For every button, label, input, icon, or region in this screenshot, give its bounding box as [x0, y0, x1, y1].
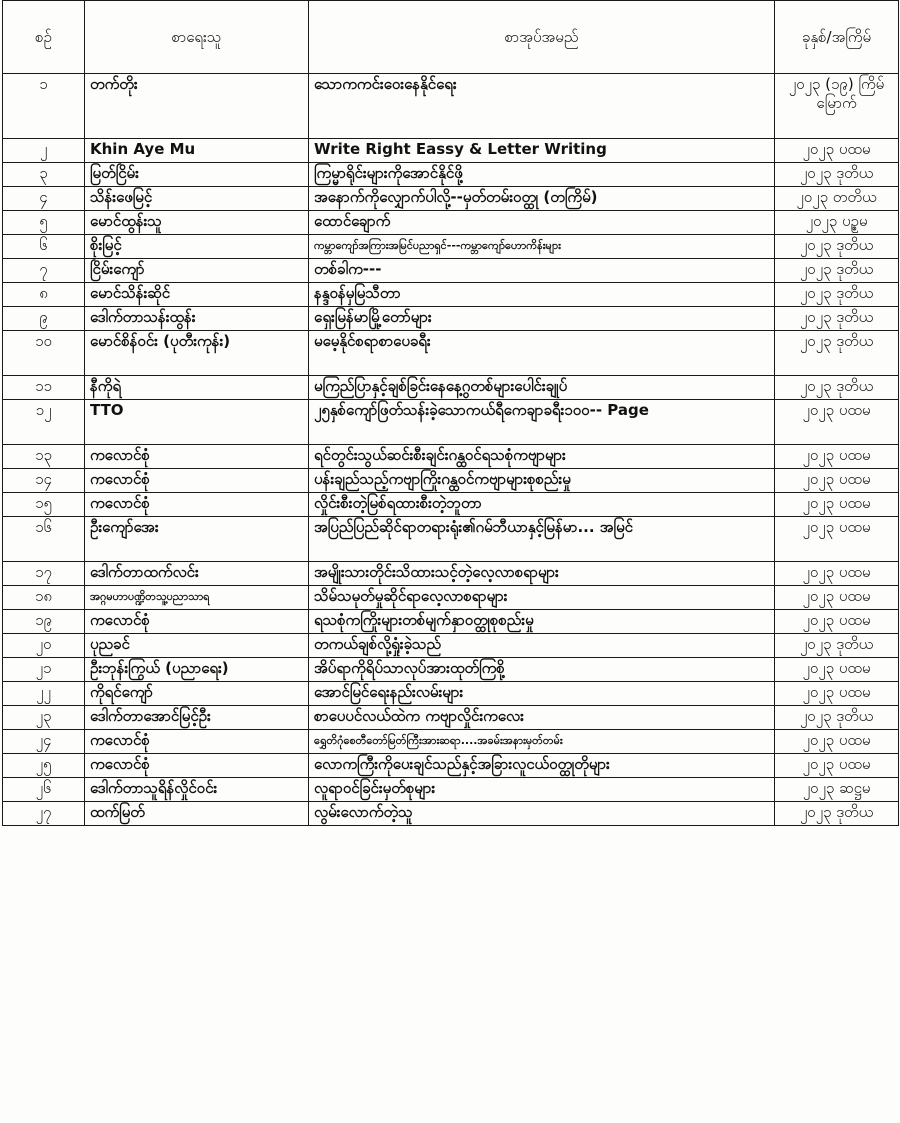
- table-row: [3, 706, 899, 730]
- table-row: [3, 307, 899, 331]
- title-cell: မကြည်ပြာနှင့်ချစ်ခြင်းနေနေ့ဂွတစ်များပေါင်းချုပ်: [309, 376, 775, 400]
- row-number: ၇: [3, 259, 85, 283]
- title-cell: လူရာဝင်ခြင်းမှတ်စုများ: [309, 778, 775, 802]
- row-number: ၁၈: [3, 586, 85, 610]
- title-cell: သောကကင်းဝေးနေနိုင်ရေး: [309, 74, 775, 139]
- table-row: [3, 469, 899, 493]
- title-cell: ပန်းချည်သည့်ကဗျာကြိုးဂန္ထဝင်ကဗျာများစုစည်းမှု: [309, 469, 775, 493]
- title-cell: ရင်တွင်းသွယ်ဆင်းစီးချင်းဂန္ထဝင်ရသစုံကဗျာများ: [309, 445, 775, 469]
- row-number: ၅: [3, 211, 85, 235]
- author-cell: မောင်သိန်းဆိုင်: [85, 283, 309, 307]
- edition-cell: ၂၀၂၃ ဒုတိယ: [775, 634, 899, 658]
- table-row: [3, 610, 899, 634]
- edition-cell: ၂၀၂၃ ပထမ: [775, 139, 899, 163]
- header-row: [3, 1, 899, 74]
- title-cell: အောင်မြင်ရေးနည်းလမ်းများ: [309, 682, 775, 706]
- title-cell: ရှေးမြန်မာမြို့တော်များ: [309, 307, 775, 331]
- title-cell: စာပေပင်လယ်ထဲက ကဗျာလှိုင်းကလေး: [309, 706, 775, 730]
- author-cell: ငြိမ်းကျော်: [85, 259, 309, 283]
- author-cell: ကလောင်စုံ: [85, 610, 309, 634]
- author-cell: ဒေါက်တာသူရိန်လှိုင်ဝင်း: [85, 778, 309, 802]
- author-cell: မောင်စိန်ဝင်း (ပုတီးကုန်း): [85, 331, 309, 376]
- row-number: ၁၄: [3, 469, 85, 493]
- header-title: စာအုပ်အမည်: [309, 1, 775, 74]
- row-number: ၁၅: [3, 493, 85, 517]
- author-cell: ဒေါက်တာအောင်မြင့်ဦး: [85, 706, 309, 730]
- edition-cell: ၂၀၂၃ ပထမ: [775, 400, 899, 445]
- author-cell: စိုးမြင့်: [85, 235, 309, 259]
- table-row: [3, 802, 899, 826]
- row-number: ၃: [3, 163, 85, 187]
- table-row: [3, 163, 899, 187]
- author-cell: ထက်မြတ်: [85, 802, 309, 826]
- author-cell: ကလောင်စုံ: [85, 730, 309, 754]
- title-cell: မမေ့နိုင်စရာစာပေခရီး: [309, 331, 775, 376]
- author-cell: ဦးကျော်အေး: [85, 517, 309, 562]
- header-author: စာရေးသူ: [85, 1, 309, 74]
- edition-cell: ၂၀၂၃ ပထမ: [775, 517, 899, 562]
- edition-cell: ၂၀၂၃ ပထမ: [775, 586, 899, 610]
- edition-cell: ၂၀၂၃ (၁၉) ကြိမ်မြောက်: [775, 74, 899, 139]
- row-number: ၂၂: [3, 682, 85, 706]
- table-row: [3, 211, 899, 235]
- author-cell: အဂ္ဂမဟာပဏ္ဍိတသူ့ပညာသာရ: [85, 586, 309, 610]
- title-cell: အပြည်ပြည်ဆိုင်ရာတရားရုံး၏ဂမ်ဘီယာနှင့်မြန်မာ... အမြင်: [309, 517, 775, 562]
- row-number: ၂၁: [3, 658, 85, 682]
- row-number: ၉: [3, 307, 85, 331]
- author-cell: တက်တိုး: [85, 74, 309, 139]
- table-row: [3, 658, 899, 682]
- edition-cell: ၂၀၂၃ ပထမ: [775, 658, 899, 682]
- author-cell: ဒေါက်တာထက်လင်း: [85, 562, 309, 586]
- row-number: ၁၁: [3, 376, 85, 400]
- title-cell: တစ်ခါက---: [309, 259, 775, 283]
- author-cell: ကလောင်စုံ: [85, 469, 309, 493]
- table-row: [3, 139, 899, 163]
- table-row: [3, 754, 899, 778]
- row-number: ၂: [3, 139, 85, 163]
- row-number: ၁: [3, 74, 85, 139]
- row-number: ၂၄: [3, 730, 85, 754]
- title-cell: ၂၅နှစ်ကျော်ဖြတ်သန်းခဲ့သောကယ်ရီကေချာခရီး၁၀၀-- Page: [309, 400, 775, 445]
- table-row: [3, 634, 899, 658]
- row-number: ၄: [3, 187, 85, 211]
- title-cell: ရွှေတိဂုံစေတီတော်မြတ်ကြီးအားဆရာ....အခမ်းအနားမှတ်တမ်း: [309, 730, 775, 754]
- row-number: ၁၉: [3, 610, 85, 634]
- title-cell: နန္ဒဝန်မှမြသီတာ: [309, 283, 775, 307]
- table-row: [3, 730, 899, 754]
- edition-cell: ၂၀၂၃ ပထမ: [775, 754, 899, 778]
- title-cell: အိပ်ရာကိုရိပ်သာလုပ်အားထုတ်ကြစို့: [309, 658, 775, 682]
- row-number: ၁၃: [3, 445, 85, 469]
- table-row: [3, 517, 899, 562]
- title-cell: ကမ္ဘာကျော်အကြားအမြင်ပညာရှင်---ကမ္ဘာကျော်ဟောကိန်းများ: [309, 235, 775, 259]
- title-cell: တကယ်ချစ်လို့ရှုံးခဲ့သည်: [309, 634, 775, 658]
- author-cell: ပုညခင်: [85, 634, 309, 658]
- row-number: ၂၀: [3, 634, 85, 658]
- author-cell: မောင်ထွန်းသူ: [85, 211, 309, 235]
- author-cell: မြတ်ငြိမ်း: [85, 163, 309, 187]
- title-cell: အနောက်ကိုလျှောက်ပါလို့--မှတ်တမ်းဝတ္ထု (တကြိမ်): [309, 187, 775, 211]
- row-number: ၁၆: [3, 517, 85, 562]
- edition-cell: ၂၀၂၃ ပထမ: [775, 445, 899, 469]
- title-cell: အမျိုးသားတိုင်းသိထားသင့်တဲ့လေ့လာစရာများ: [309, 562, 775, 586]
- author-cell: ကိုရင်ကျော်: [85, 682, 309, 706]
- table-row: [3, 400, 899, 445]
- table-row: [3, 331, 899, 376]
- title-cell: Write Right Eassy & Letter Writing: [309, 139, 775, 163]
- row-number: ၁၇: [3, 562, 85, 586]
- author-cell: ကလောင်စုံ: [85, 445, 309, 469]
- edition-cell: ၂၀၂၃ ဒုတိယ: [775, 331, 899, 376]
- row-number: ၂၃: [3, 706, 85, 730]
- header-no: စဉ်: [3, 1, 85, 74]
- author-cell: နီကိုရဲ: [85, 376, 309, 400]
- row-number: ၆: [3, 235, 85, 259]
- row-number: ၂၇: [3, 802, 85, 826]
- table-row: [3, 259, 899, 283]
- row-number: ၂၆: [3, 778, 85, 802]
- edition-cell: ၂၀၂၃ ဆဋ္ဌမ: [775, 778, 899, 802]
- table-row: [3, 682, 899, 706]
- edition-cell: ၂၀၂၃ ဒုတိယ: [775, 307, 899, 331]
- table-row: [3, 445, 899, 469]
- table-row: [3, 187, 899, 211]
- author-cell: ကလောင်စုံ: [85, 493, 309, 517]
- edition-cell: ၂၀၂၃ ပထမ: [775, 562, 899, 586]
- edition-cell: ၂၀၂၃ ဒုတိယ: [775, 235, 899, 259]
- edition-cell: ၂၀၂၃ ပထမ: [775, 610, 899, 634]
- row-number: ၂၅: [3, 754, 85, 778]
- author-cell: ဒေါက်တာသန်းထွန်း: [85, 307, 309, 331]
- title-cell: ကြမ္မာရိုင်းများကိုအောင်နိုင်ဖို့: [309, 163, 775, 187]
- author-cell: Khin Aye Mu: [85, 139, 309, 163]
- edition-cell: ၂၀၂၃ ပထမ: [775, 469, 899, 493]
- edition-cell: ၂၀၂၃ ဒုတိယ: [775, 163, 899, 187]
- edition-cell: ၂၀၂၃ ဒုတိယ: [775, 802, 899, 826]
- title-cell: ထောင်ချောက်: [309, 211, 775, 235]
- row-number: ၁၀: [3, 331, 85, 376]
- table-row: [3, 376, 899, 400]
- author-cell: သိန်းဖေမြင့်: [85, 187, 309, 211]
- title-cell: ရသစုံကကြိုးများတစ်မျက်နှာဝတ္ထုစုစည်းမှု: [309, 610, 775, 634]
- table-row: [3, 283, 899, 307]
- book-list-table: [2, 0, 899, 826]
- title-cell: လှိုင်းစီးတဲ့မြစ်ရထားစီးတဲ့ဘူတာ: [309, 493, 775, 517]
- edition-cell: ၂၀၂၃ ပဥ္စမ: [775, 211, 899, 235]
- title-cell: လောကကြီးကိုပေးချင်သည်နှင့်အခြားလူငယ်ဝတ္ထုတိုများ: [309, 754, 775, 778]
- author-cell: TTO: [85, 400, 309, 445]
- table-row: [3, 586, 899, 610]
- header-edition: ခုနှစ်/အကြိမ်: [775, 1, 899, 74]
- edition-cell: ၂၀၂၃ တတိယ: [775, 187, 899, 211]
- row-number: ၈: [3, 283, 85, 307]
- table-row: [3, 562, 899, 586]
- author-cell: ဦးဘုန်းကြွယ် (ပညာရေး): [85, 658, 309, 682]
- row-number: ၁၂: [3, 400, 85, 445]
- author-cell: ကလောင်စုံ: [85, 754, 309, 778]
- edition-cell: ၂၀၂၃ ပထမ: [775, 730, 899, 754]
- edition-cell: ၂၀၂၃ ဒုတိယ: [775, 376, 899, 400]
- table-row: [3, 778, 899, 802]
- title-cell: သိမ်သမုတ်မှုဆိုင်ရာလေ့လာစရာများ: [309, 586, 775, 610]
- edition-cell: ၂၀၂၃ ဒုတိယ: [775, 283, 899, 307]
- edition-cell: ၂၀၂၃ ဒုတိယ: [775, 259, 899, 283]
- edition-cell: ၂၀၂၃ ဒုတိယ: [775, 706, 899, 730]
- title-cell: လွမ်းလောက်တဲ့သူ: [309, 802, 775, 826]
- table-row: [3, 493, 899, 517]
- table-row: [3, 74, 899, 139]
- edition-cell: ၂၀၂၃ ပထမ: [775, 682, 899, 706]
- edition-cell: ၂၀၂၃ ပထမ: [775, 493, 899, 517]
- table-row: [3, 235, 899, 259]
